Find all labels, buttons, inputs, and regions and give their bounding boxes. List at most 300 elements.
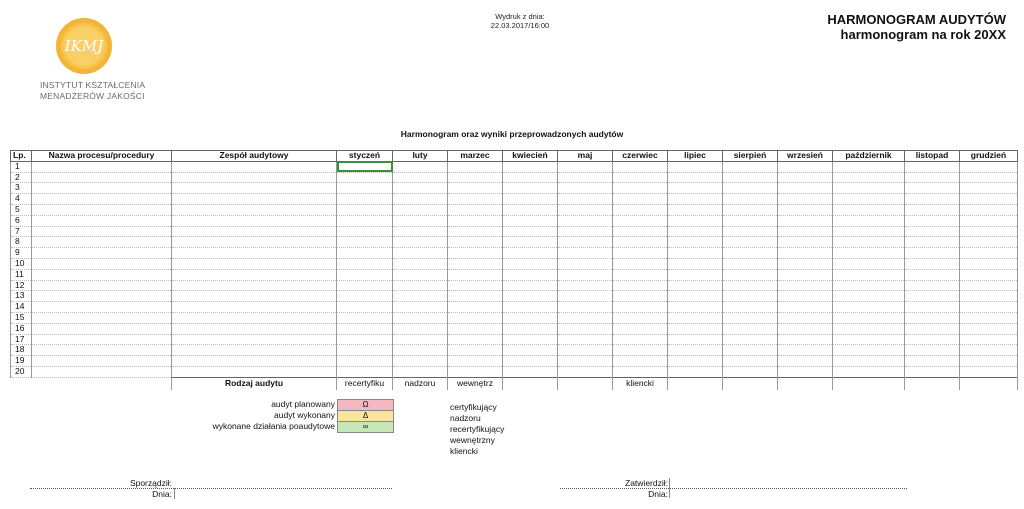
table-cell[interactable] [723,258,778,269]
table-cell[interactable] [503,334,558,345]
table-cell[interactable] [778,204,833,215]
table-cell[interactable] [960,334,1018,345]
table-cell[interactable] [558,183,613,194]
table-cell[interactable] [172,291,337,302]
table-cell[interactable] [960,269,1018,280]
table-cell[interactable] [723,269,778,280]
table-cell[interactable] [393,226,448,237]
table-cell[interactable] [833,204,905,215]
table-cell[interactable] [393,366,448,377]
table-cell[interactable] [833,248,905,259]
table-cell[interactable] [448,366,503,377]
table-cell[interactable] [337,226,393,237]
table-cell[interactable] [905,302,960,313]
table-cell[interactable] [393,345,448,356]
table-cell[interactable] [960,204,1018,215]
table-cell[interactable] [393,248,448,259]
table-cell[interactable] [668,172,723,183]
table-cell[interactable] [905,291,960,302]
title-subtitle: harmonogram na rok 20XX [840,27,1006,42]
logo-text-line1: INSTYTUT KSZTAŁCENIA [40,80,146,90]
table-cell[interactable] [668,356,723,367]
table-cell[interactable] [32,204,172,215]
table-cell[interactable] [778,323,833,334]
table-cell[interactable] [668,366,723,377]
table-cell[interactable] [337,323,393,334]
table-cell[interactable] [960,248,1018,259]
table-cell[interactable] [668,226,723,237]
table-cell[interactable] [393,302,448,313]
table-cell[interactable] [503,183,558,194]
table-cell[interactable] [32,323,172,334]
table-cell[interactable] [613,204,668,215]
table-cell[interactable] [32,172,172,183]
table-cell[interactable] [960,172,1018,183]
table-cell[interactable] [668,280,723,291]
table-cell[interactable] [503,215,558,226]
audit-type-cell[interactable]: kliencki [613,377,668,390]
table-cell[interactable] [668,204,723,215]
approved-date-label: Dnia: [648,489,668,499]
table-cell[interactable] [393,183,448,194]
table-cell[interactable] [448,258,503,269]
table-cell[interactable] [833,183,905,194]
table-cell[interactable] [613,215,668,226]
table-cell[interactable] [558,291,613,302]
table-cell[interactable] [778,291,833,302]
table-cell[interactable] [172,248,337,259]
table-cell[interactable] [723,356,778,367]
table-cell[interactable] [833,312,905,323]
table-cell[interactable] [393,323,448,334]
table-cell[interactable] [172,194,337,205]
table-row [11,269,1018,280]
table-cell[interactable] [778,345,833,356]
table-cell[interactable] [448,172,503,183]
table-cell[interactable] [613,291,668,302]
table-cell[interactable] [905,194,960,205]
table-cell[interactable] [668,291,723,302]
table-cell[interactable] [558,161,613,172]
table-cell[interactable] [448,291,503,302]
table-cell[interactable] [503,356,558,367]
table-cell[interactable] [833,334,905,345]
table-cell[interactable] [337,345,393,356]
table-cell[interactable] [172,302,337,313]
table-cell[interactable] [32,334,172,345]
table-cell[interactable] [668,345,723,356]
table-cell[interactable] [448,215,503,226]
table-cell[interactable] [613,226,668,237]
table-cell[interactable] [172,345,337,356]
table-cell[interactable] [723,226,778,237]
table-cell[interactable] [393,237,448,248]
table-cell[interactable] [723,161,778,172]
table-cell[interactable] [778,334,833,345]
table-cell[interactable] [337,302,393,313]
table-cell[interactable] [960,291,1018,302]
table-cell[interactable] [833,302,905,313]
table-cell[interactable] [723,312,778,323]
table-cell[interactable] [960,183,1018,194]
row-number: 15 [11,312,32,323]
table-cell[interactable] [172,312,337,323]
table-cell[interactable] [960,302,1018,313]
table-cell[interactable] [905,269,960,280]
table-cell[interactable] [778,356,833,367]
table-cell[interactable] [668,312,723,323]
table-cell[interactable] [558,204,613,215]
table-cell[interactable] [778,172,833,183]
table-cell[interactable] [337,194,393,205]
table-cell[interactable] [503,269,558,280]
table-cell[interactable] [723,248,778,259]
table-cell[interactable] [613,248,668,259]
table-cell[interactable] [960,366,1018,377]
table-cell[interactable] [558,248,613,259]
table-cell[interactable] [172,323,337,334]
table-cell[interactable] [448,280,503,291]
table-cell[interactable] [448,248,503,259]
table-cell[interactable] [613,334,668,345]
table-cell[interactable] [668,323,723,334]
table-cell[interactable] [32,269,172,280]
table-cell[interactable] [778,183,833,194]
table-cell[interactable] [778,258,833,269]
table-cell[interactable] [960,280,1018,291]
table-cell[interactable] [337,258,393,269]
table-row [11,248,1018,259]
table-cell[interactable] [558,334,613,345]
table-cell[interactable] [833,366,905,377]
table-cell[interactable] [668,302,723,313]
table-cell[interactable] [337,334,393,345]
table-cell[interactable] [393,291,448,302]
table-cell[interactable] [172,204,337,215]
table-cell[interactable] [32,183,172,194]
audit-type-cell [833,377,905,390]
table-cell[interactable] [613,161,668,172]
table-cell[interactable] [393,215,448,226]
table-cell[interactable] [172,366,337,377]
table-cell[interactable] [172,172,337,183]
table-cell[interactable] [668,237,723,248]
table-cell[interactable] [337,312,393,323]
table-cell[interactable] [905,323,960,334]
table-cell[interactable] [723,183,778,194]
table-cell[interactable] [905,248,960,259]
table-cell[interactable] [558,215,613,226]
table-cell[interactable] [337,291,393,302]
table-cell[interactable] [905,215,960,226]
table-cell[interactable] [558,312,613,323]
table-cell[interactable] [723,366,778,377]
table-cell[interactable] [393,194,448,205]
table-cell[interactable] [613,172,668,183]
table-cell[interactable] [960,215,1018,226]
table-cell[interactable] [905,161,960,172]
table-cell[interactable] [558,172,613,183]
table-cell[interactable] [833,258,905,269]
table-cell[interactable] [613,302,668,313]
table-cell[interactable] [833,356,905,367]
table-cell[interactable] [503,258,558,269]
table-cell[interactable] [172,237,337,248]
table-cell[interactable] [778,237,833,248]
table-cell[interactable] [558,366,613,377]
table-cell[interactable] [172,334,337,345]
table-cell[interactable] [393,312,448,323]
table-cell[interactable] [172,161,337,172]
table-cell[interactable] [32,258,172,269]
table-cell[interactable] [32,237,172,248]
table-cell[interactable] [172,269,337,280]
table-cell[interactable] [503,237,558,248]
table-cell[interactable] [448,323,503,334]
table-cell[interactable] [337,172,393,183]
audit-type-cell[interactable] [503,377,558,390]
table-cell[interactable] [723,215,778,226]
table-cell[interactable] [503,302,558,313]
table-cell[interactable] [503,280,558,291]
table-cell[interactable] [393,258,448,269]
table-cell[interactable] [613,312,668,323]
table-cell[interactable] [503,312,558,323]
table-cell[interactable] [558,269,613,280]
table-cell[interactable] [905,237,960,248]
table-cell[interactable] [393,269,448,280]
table-cell[interactable] [503,291,558,302]
table-cell[interactable] [668,258,723,269]
table-cell[interactable] [337,280,393,291]
table-cell[interactable] [448,226,503,237]
table-cell[interactable] [833,215,905,226]
audit-type-item: certyfikujący [450,402,497,412]
table-cell[interactable] [905,280,960,291]
table-cell[interactable] [613,258,668,269]
table-cell[interactable] [723,172,778,183]
table-cell[interactable] [778,280,833,291]
table-cell[interactable] [448,204,503,215]
table-cell[interactable] [723,237,778,248]
table-cell[interactable] [503,248,558,259]
audit-type-cell[interactable] [558,377,613,390]
table-cell[interactable] [448,161,503,172]
table-cell[interactable] [393,280,448,291]
table-cell[interactable] [833,269,905,280]
table-cell[interactable] [172,215,337,226]
table-cell[interactable] [833,161,905,172]
table-cell[interactable] [172,280,337,291]
table-cell[interactable] [448,345,503,356]
table-cell[interactable] [558,237,613,248]
table-cell[interactable] [337,356,393,367]
table-cell[interactable] [448,269,503,280]
table-cell[interactable] [393,334,448,345]
audit-type-cell[interactable]: nadzoru [393,377,448,390]
table-cell[interactable] [448,356,503,367]
table-cell[interactable] [558,258,613,269]
table-cell[interactable] [905,172,960,183]
table-cell[interactable] [723,323,778,334]
table-cell[interactable] [905,204,960,215]
table-cell[interactable] [503,323,558,334]
table-cell[interactable] [337,248,393,259]
table-cell[interactable] [723,334,778,345]
table-cell[interactable] [778,248,833,259]
table-cell[interactable] [337,215,393,226]
table-cell[interactable] [613,194,668,205]
table-cell[interactable] [503,366,558,377]
table-cell[interactable] [337,237,393,248]
table-cell[interactable] [778,194,833,205]
table-cell[interactable] [668,248,723,259]
table-cell[interactable] [778,215,833,226]
table-cell[interactable] [960,161,1018,172]
table-cell[interactable] [668,269,723,280]
table-cell[interactable] [448,312,503,323]
table-cell[interactable] [778,226,833,237]
table-cell[interactable] [668,183,723,194]
table-cell[interactable] [723,291,778,302]
table-cell[interactable] [723,280,778,291]
table-cell[interactable] [558,323,613,334]
table-cell[interactable] [172,226,337,237]
table-cell[interactable] [905,183,960,194]
table-cell[interactable] [668,215,723,226]
table-cell[interactable] [32,161,172,172]
table-cell[interactable] [960,345,1018,356]
table-cell[interactable] [503,226,558,237]
table-cell[interactable] [503,194,558,205]
table-cell[interactable] [778,269,833,280]
table-cell[interactable] [448,302,503,313]
table-cell[interactable] [833,194,905,205]
table-cell[interactable] [778,302,833,313]
table-cell[interactable] [393,161,448,172]
table-cell[interactable] [778,366,833,377]
table-cell[interactable] [393,356,448,367]
table-cell[interactable] [558,356,613,367]
table-cell[interactable] [778,312,833,323]
table-cell[interactable] [960,356,1018,367]
table-cell[interactable] [960,226,1018,237]
table-cell[interactable] [32,215,172,226]
table-cell[interactable] [613,237,668,248]
table-cell[interactable] [32,366,172,377]
table-cell[interactable] [905,334,960,345]
table-cell[interactable] [668,161,723,172]
table-cell[interactable] [337,269,393,280]
table-cell[interactable] [723,194,778,205]
table-cell[interactable] [613,269,668,280]
table-cell[interactable] [613,366,668,377]
table-cell[interactable] [32,226,172,237]
table-cell[interactable] [503,172,558,183]
table-cell[interactable] [337,204,393,215]
table-cell[interactable] [905,356,960,367]
table-cell[interactable] [558,194,613,205]
table-cell[interactable] [778,161,833,172]
table-cell[interactable] [32,248,172,259]
table-cell[interactable] [558,226,613,237]
row-number: 12 [11,280,32,291]
table-cell[interactable] [723,302,778,313]
table-cell[interactable] [448,237,503,248]
table-cell[interactable] [905,312,960,323]
table-cell[interactable] [32,356,172,367]
table-cell[interactable] [723,204,778,215]
table-cell[interactable] [448,183,503,194]
table-cell[interactable] [905,226,960,237]
table-cell[interactable] [558,302,613,313]
table-cell[interactable] [448,334,503,345]
table-cell[interactable] [833,172,905,183]
table-cell[interactable] [503,161,558,172]
table-cell[interactable] [448,194,503,205]
audit-schedule-table [10,150,1018,390]
table-cell[interactable] [172,258,337,269]
table-row [11,323,1018,334]
table-cell[interactable] [32,302,172,313]
table-cell[interactable] [337,161,393,172]
table-cell[interactable] [393,172,448,183]
table-cell[interactable] [32,345,172,356]
table-cell[interactable] [613,345,668,356]
legend-swatch: Ω [337,399,394,411]
table-cell[interactable] [172,356,337,367]
table-cell[interactable] [960,237,1018,248]
table-cell[interactable] [337,366,393,377]
table-cell[interactable] [905,366,960,377]
table-cell[interactable] [905,258,960,269]
table-cell[interactable] [833,345,905,356]
table-cell[interactable] [32,291,172,302]
table-cell[interactable] [172,183,337,194]
table-cell[interactable] [833,323,905,334]
table-cell[interactable] [905,345,960,356]
table-cell[interactable] [558,345,613,356]
table-cell[interactable] [833,237,905,248]
table-cell[interactable] [503,345,558,356]
table-cell[interactable] [960,258,1018,269]
table-cell[interactable] [613,280,668,291]
table-cell[interactable] [613,356,668,367]
table-cell[interactable] [960,312,1018,323]
table-cell[interactable] [613,323,668,334]
table-cell[interactable] [32,280,172,291]
row-number: 1 [11,161,32,172]
table-cell[interactable] [503,204,558,215]
table-cell[interactable] [337,183,393,194]
table-cell[interactable] [32,312,172,323]
table-cell[interactable] [668,194,723,205]
table-cell[interactable] [960,194,1018,205]
table-cell[interactable] [833,226,905,237]
table-cell[interactable] [613,183,668,194]
table-cell[interactable] [32,194,172,205]
table-cell[interactable] [723,345,778,356]
table-cell[interactable] [833,291,905,302]
table-cell[interactable] [833,280,905,291]
table-cell[interactable] [960,323,1018,334]
table-cell[interactable] [668,334,723,345]
table-cell[interactable] [393,204,448,215]
table-cell[interactable] [558,280,613,291]
audit-type-cell[interactable]: wewnętrz [448,377,503,390]
row-number: 4 [11,194,32,205]
audit-type-cell[interactable]: recertyfiku [337,377,393,390]
